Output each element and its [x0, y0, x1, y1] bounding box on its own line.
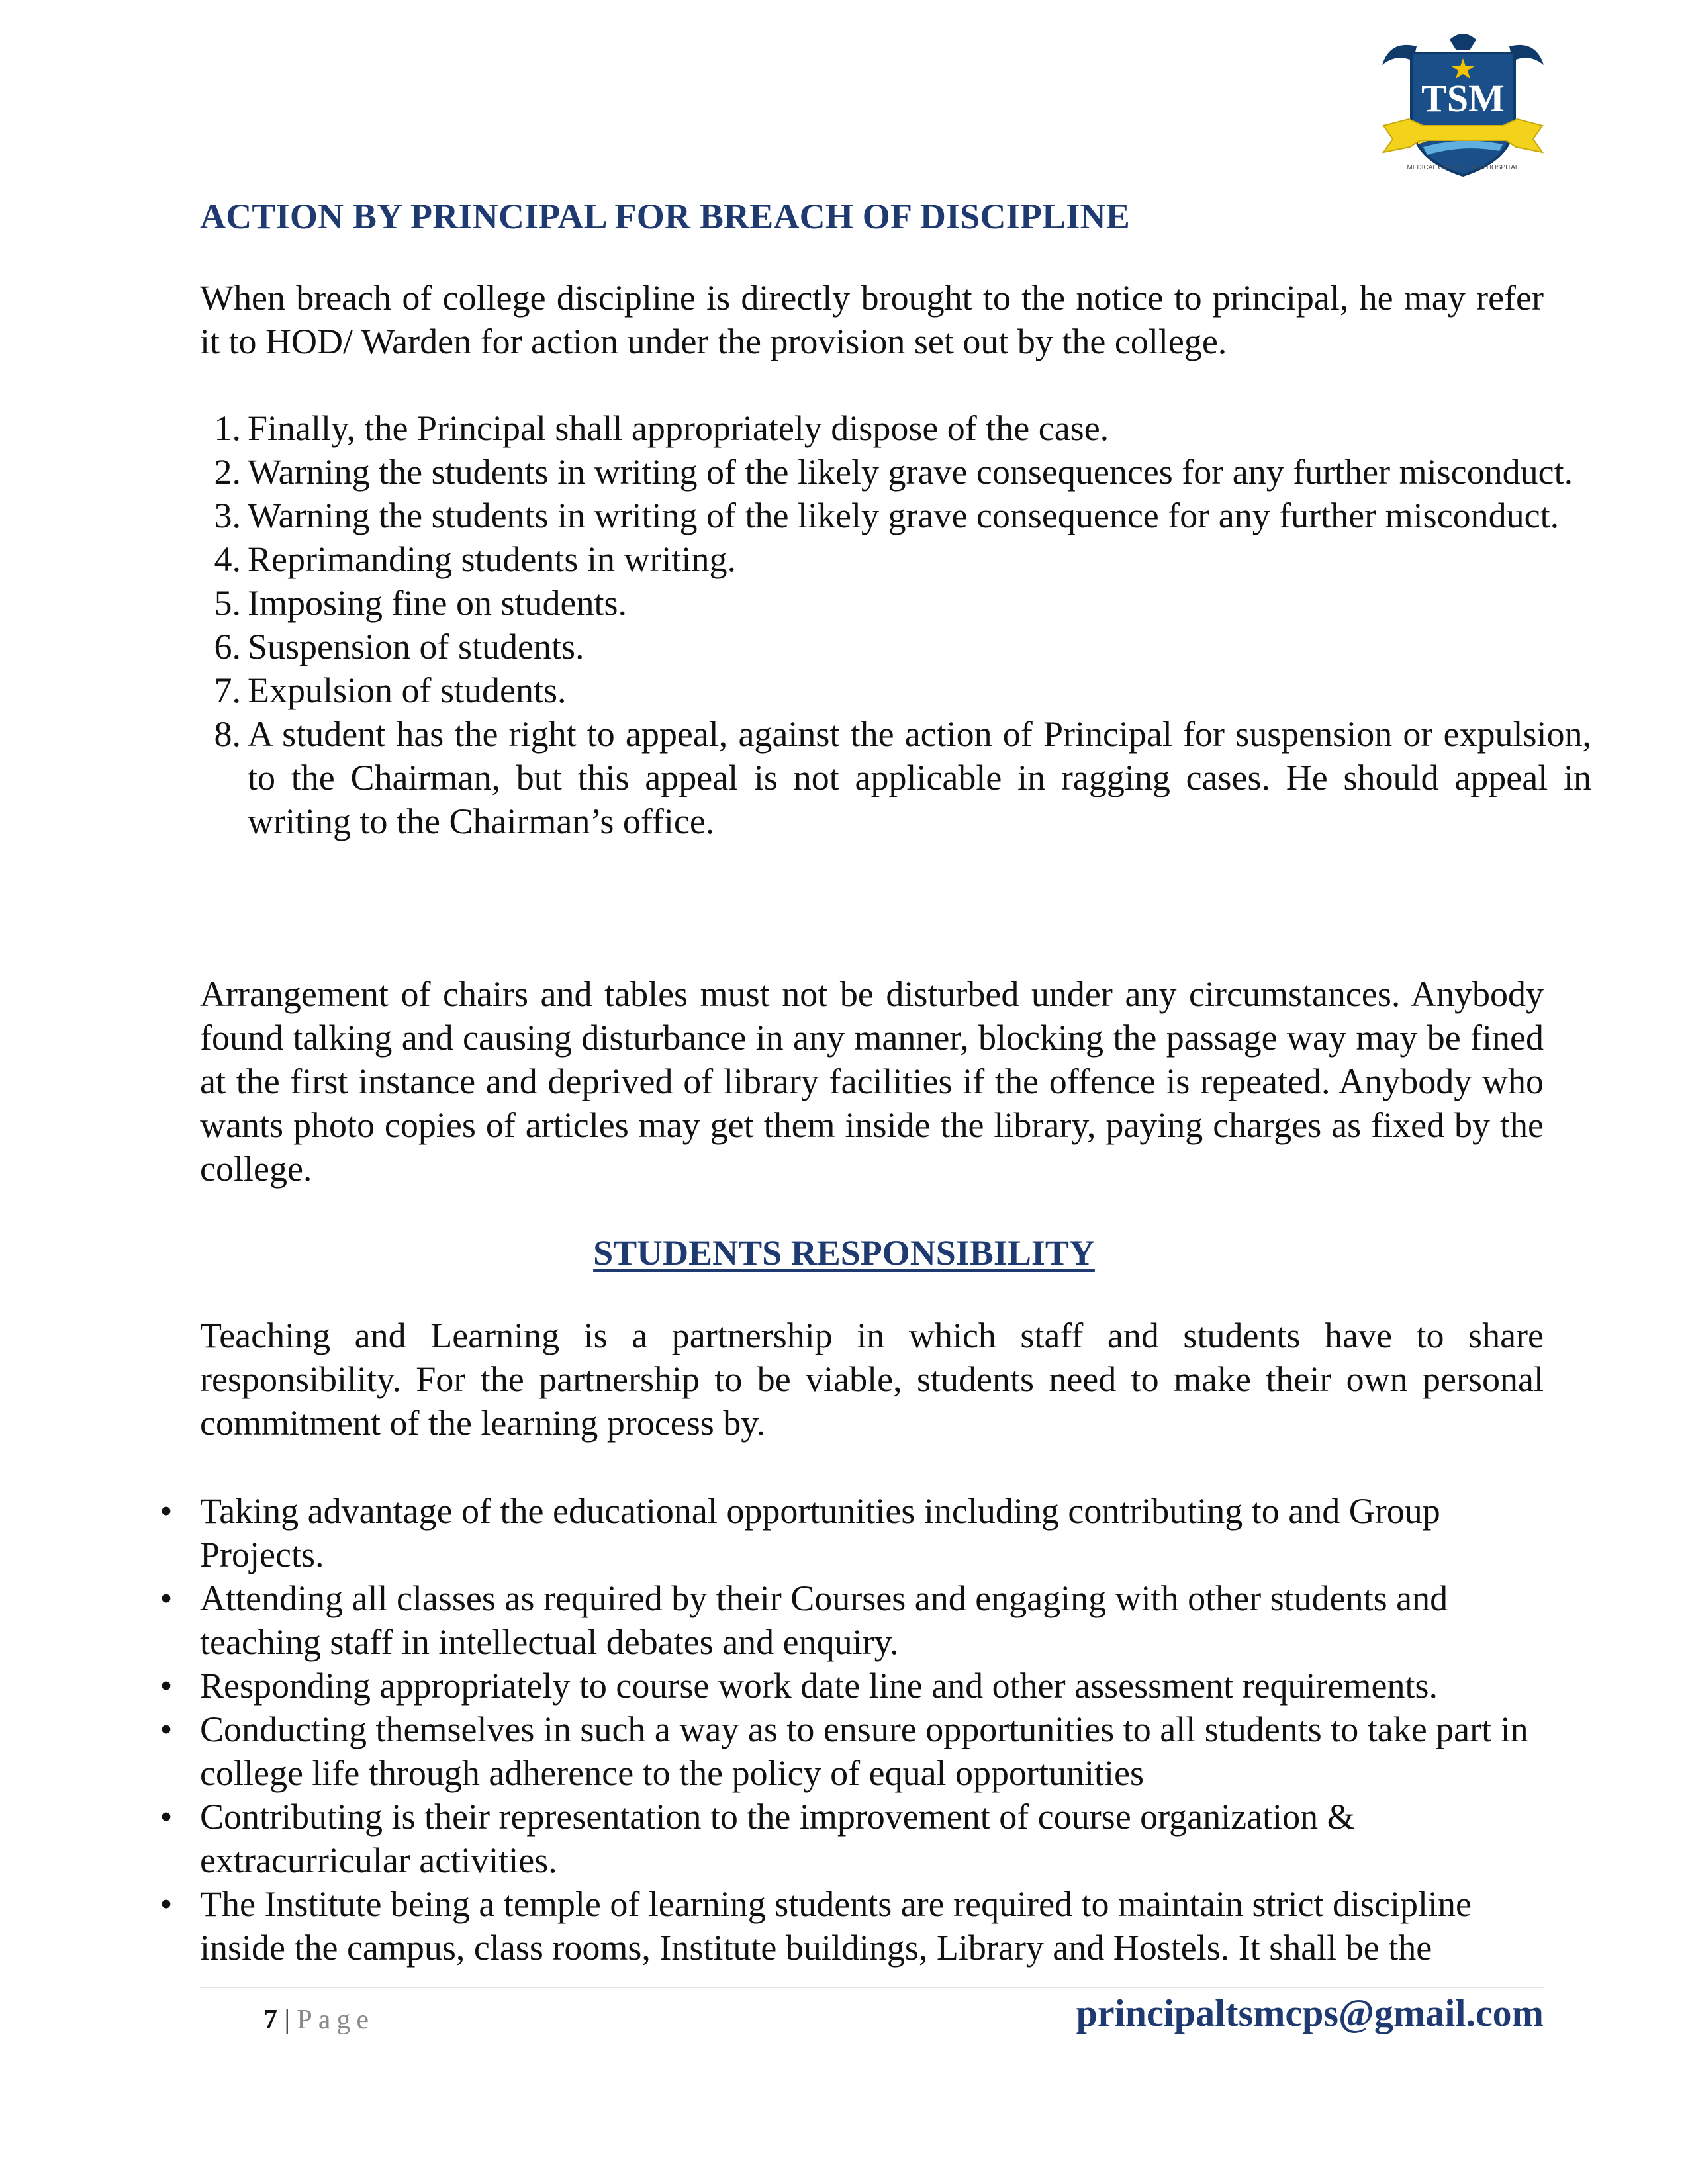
- responsibility-paragraph: Teaching and Learning is a partnership in which staff and students have to share responsibility. For the partnership to be viable, students need to make their own personal commitment of the learning process by.: [200, 1316, 1544, 1443]
- list-item-text: Expulsion of students.: [248, 670, 567, 710]
- bullet-icon: •: [160, 1666, 173, 1706]
- list-item-text: A student has the right to appeal, against the action of Principal for suspension or expulsion, to the Chairman, but this appeal is not applicable in ragging cases. He should appeal in writing to the Chairman’s office.: [248, 714, 1591, 841]
- list-item-text: Warning the students in writing of the likely grave consequences for any further misconduct.: [248, 452, 1573, 492]
- bullet-icon: •: [160, 1491, 173, 1531]
- intro-paragraph: When breach of college discipline is directly brought to the notice to principal, he may refer it to HOD/ Warden for action under the provision set out by the college.: [200, 278, 1544, 361]
- actions-list: [200, 406, 1591, 843]
- duties-list: [160, 1489, 1544, 1970]
- list-item: [214, 581, 1591, 625]
- list-item-text: Finally, the Principal shall appropriately dispose of the case.: [248, 408, 1109, 448]
- list-item-text: Reprimanding students in writing.: [248, 539, 736, 579]
- page-label: Page: [297, 2005, 375, 2035]
- list-item-text: Conducting themselves in such a way as to ensure opportunities to all students to take part in college life through adherence to the policy of equal opportunities: [200, 1709, 1528, 1793]
- list-item: [214, 494, 1591, 537]
- college-logo: [1377, 26, 1549, 185]
- logo-text: TSM: [1421, 77, 1505, 120]
- list-item-number: 8.: [214, 714, 241, 754]
- list-item-text: Attending all classes as required by their Courses and engaging with other students and teaching staff in intellectual debates and enquiry.: [200, 1578, 1448, 1662]
- list-item-text: Suspension of students.: [248, 627, 585, 666]
- list-item: [160, 1882, 1544, 1970]
- bullet-icon: •: [160, 1709, 173, 1749]
- page-separator: |: [284, 2005, 290, 2035]
- section-title: ACTION BY PRINCIPAL FOR BREACH OF DISCIPLINE: [200, 197, 1130, 236]
- eagle-head: [1450, 34, 1476, 50]
- list-item: [214, 668, 1591, 712]
- list-item: [160, 1576, 1544, 1664]
- list-item-text: Taking advantage of the educational opportunities including contributing to and Group Projects.: [200, 1491, 1440, 1574]
- list-item-text: The Institute being a temple of learning students are required to maintain strict discipline inside the campus, class rooms, Institute buildings, Library and Hostels. It shall be the: [200, 1884, 1472, 1968]
- list-item-number: 3.: [214, 496, 241, 535]
- list-item-text: Warning the students in writing of the likely grave consequence for any further misconduct.: [248, 496, 1560, 535]
- list-item: [160, 1664, 1544, 1707]
- list-item: [214, 625, 1591, 668]
- list-item-number: 1.: [214, 408, 241, 448]
- bullet-icon: •: [160, 1884, 173, 1924]
- logo-ribbon-text: MEDICAL COLLEGE AND HOSPITAL: [1407, 164, 1519, 171]
- page-number-value: 7: [263, 2005, 277, 2035]
- list-item: [214, 537, 1591, 581]
- list-item: [160, 1707, 1544, 1795]
- bullet-icon: •: [160, 1797, 173, 1837]
- list-item: [160, 1489, 1544, 1576]
- footer-divider: [200, 1987, 1544, 1988]
- list-item-number: 5.: [214, 583, 241, 623]
- students-responsibility-heading: STUDENTS RESPONSIBILITY: [593, 1233, 1095, 1273]
- list-item: [214, 406, 1591, 450]
- list-item-text: Responding appropriately to course work date line and other assessment requirements.: [200, 1666, 1438, 1706]
- list-item-number: 6.: [214, 627, 241, 666]
- list-item-number: 7.: [214, 670, 241, 710]
- page-number: [263, 2004, 375, 2036]
- list-item: [214, 712, 1591, 843]
- library-paragraph: Arrangement of chairs and tables must not be disturbed under any circumstances. Anybody found talking and causing disturbance in any manner, blocking the passage way may be fined at the first instance and deprived of library facilities if the offence is repeated. Anybody who wants photo copies of articles may get them inside the library, paying charges as fixed by the college.: [200, 974, 1544, 1189]
- list-item: [214, 450, 1591, 494]
- bullet-icon: •: [160, 1578, 173, 1618]
- list-item-text: Contributing is their representation to the improvement of course organization & extracurricular activities.: [200, 1797, 1355, 1880]
- footer-email: principaltsmcps@gmail.com: [1076, 1991, 1544, 2034]
- list-item-number: 4.: [214, 539, 241, 579]
- list-item-number: 2.: [214, 452, 241, 492]
- list-item: [160, 1795, 1544, 1882]
- list-item-text: Imposing fine on students.: [248, 583, 627, 623]
